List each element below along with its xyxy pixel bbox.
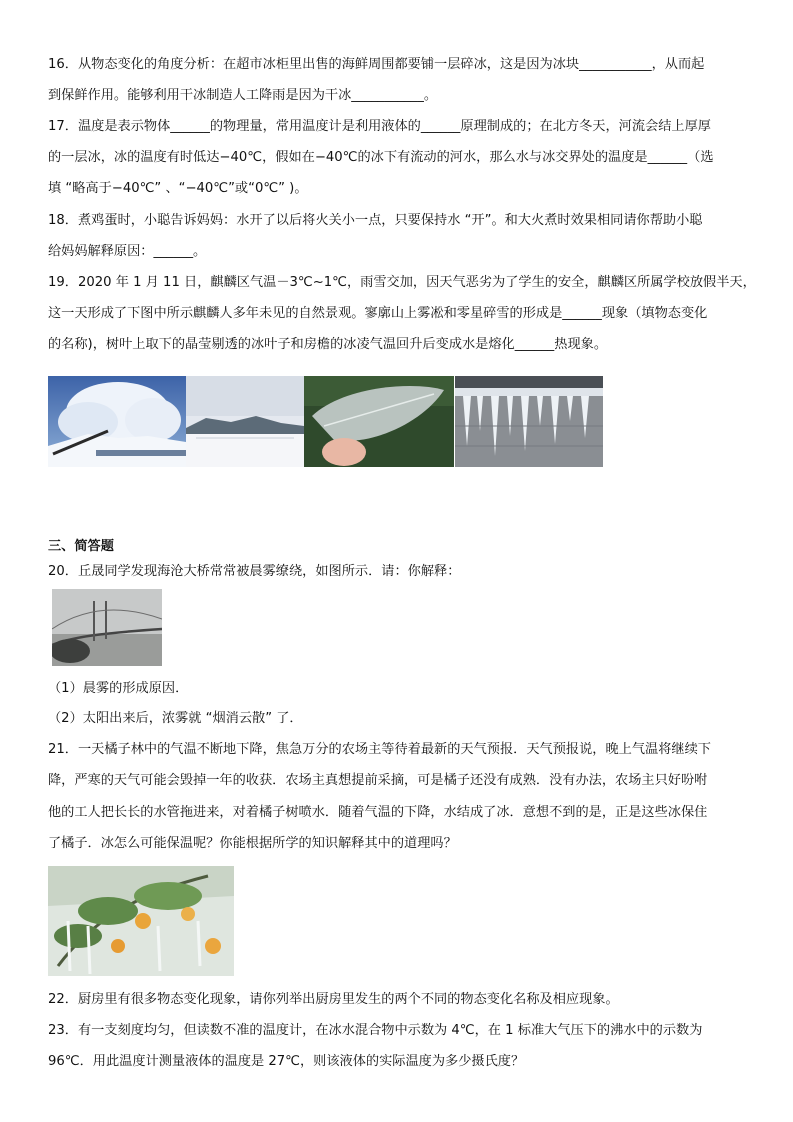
iced-orange-tree-photo xyxy=(48,866,234,976)
q19-line-3: 的名称)，树叶上取下的晶莹剔透的冰叶子和房檐的冰凌气温回升后变成水是熔化______热现象。 xyxy=(48,337,608,352)
q21-line-3: 他的工人把长长的水管拖进来，对着橘子树喷水．随着气温的下降，水结成了冰．意想不到的是，正是这些冰保住 xyxy=(48,805,708,820)
q20-sub-2: （2）太阳出来后，浓雾就 “烟消云散” 了． xyxy=(48,711,303,726)
q19-line-2: 这一天形成了下图中所示麒麟人多年未见的自然景观。寥廓山上雾凇和零星碎雪的形成是______现象（填物态变化 xyxy=(48,306,708,321)
q19-line-1: 19．2020 年 1 月 11 日，麒麟区气温－3℃~1℃，雨雪交加，因天气恶劣为了学生的安全，麒麟区所属学校放假半天， xyxy=(48,275,756,290)
q16-line-1: 16．从物态变化的角度分析：在超市冰柜里出售的海鲜周围都要铺一层碎冰，这是因为冰块___________，从而起 xyxy=(48,57,705,72)
q21-line-4: 了橘子．冰怎么可能保温呢？你能根据所学的知识解释其中的道理吗？ xyxy=(48,836,457,851)
q17-line-2: 的一层冰，冰的温度有时低达−40℃，假如在−40℃的冰下有流动的河水，那么水与冰交界处的温度是______（选 xyxy=(48,150,714,165)
icicles-photo xyxy=(455,376,603,467)
section-heading: 三、简答题 xyxy=(48,539,114,554)
ice-leaf-photo xyxy=(304,376,454,467)
q23-line-1: 23．有一支刻度均匀，但读数不准的温度计，在冰水混合物中示数为 4℃，在 1 标准大气压下的沸水中的示数为 xyxy=(48,1023,703,1038)
q18-line-2: 给妈妈解释原因：______。 xyxy=(48,244,207,259)
q20-line-1: 20．丘晟同学发现海沧大桥常常被晨雾缭绕，如图所示．请：你解释： xyxy=(48,564,461,579)
q21-line-2: 降，严寒的天气可能会毁掉一年的收获．农场主真想提前采摘，可是橘子还没有成熟．没有办法，农场主只好吩咐 xyxy=(48,773,708,788)
snowy-mountain-photo xyxy=(186,376,304,467)
q23-line-2: 96℃．用此温度计测量液体的温度是 27℃，则该液体的实际温度为多少摄氏度？ xyxy=(48,1054,525,1069)
q16-line-2: 到保鲜作用。能够利用干冰制造人工降雨是因为干冰___________。 xyxy=(48,88,438,103)
q21-line-1: 21．一天橘子林中的气温不断地下降，焦急万分的农场主等待着最新的天气预报．天气预报说，晚上气温将继续下 xyxy=(48,742,711,757)
foggy-bridge-photo xyxy=(52,589,162,666)
q17-line-1: 17．温度是表示物体______的物理量，常用温度计是利用液体的______原理制成的；在北方冬天，河流会结上厚厚 xyxy=(48,119,711,134)
q18-line-1: 18．煮鸡蛋时，小聪告诉妈妈：水开了以后将火关小一点，只要保持水 “开”。和大火煮时效果相同请你帮助小聪 xyxy=(48,213,703,228)
q20-sub-1: （1）晨雾的形成原因． xyxy=(48,681,189,696)
q22-line-1: 22．厨房里有很多物态变化现象，请你列举出厨房里发生的两个不同的物态变化名称及相应现象。 xyxy=(48,992,619,1007)
rime-tree-photo xyxy=(48,376,186,467)
q17-line-3: 填 “略高于−40℃” 、“−40℃”或“0℃” )。 xyxy=(48,181,308,196)
